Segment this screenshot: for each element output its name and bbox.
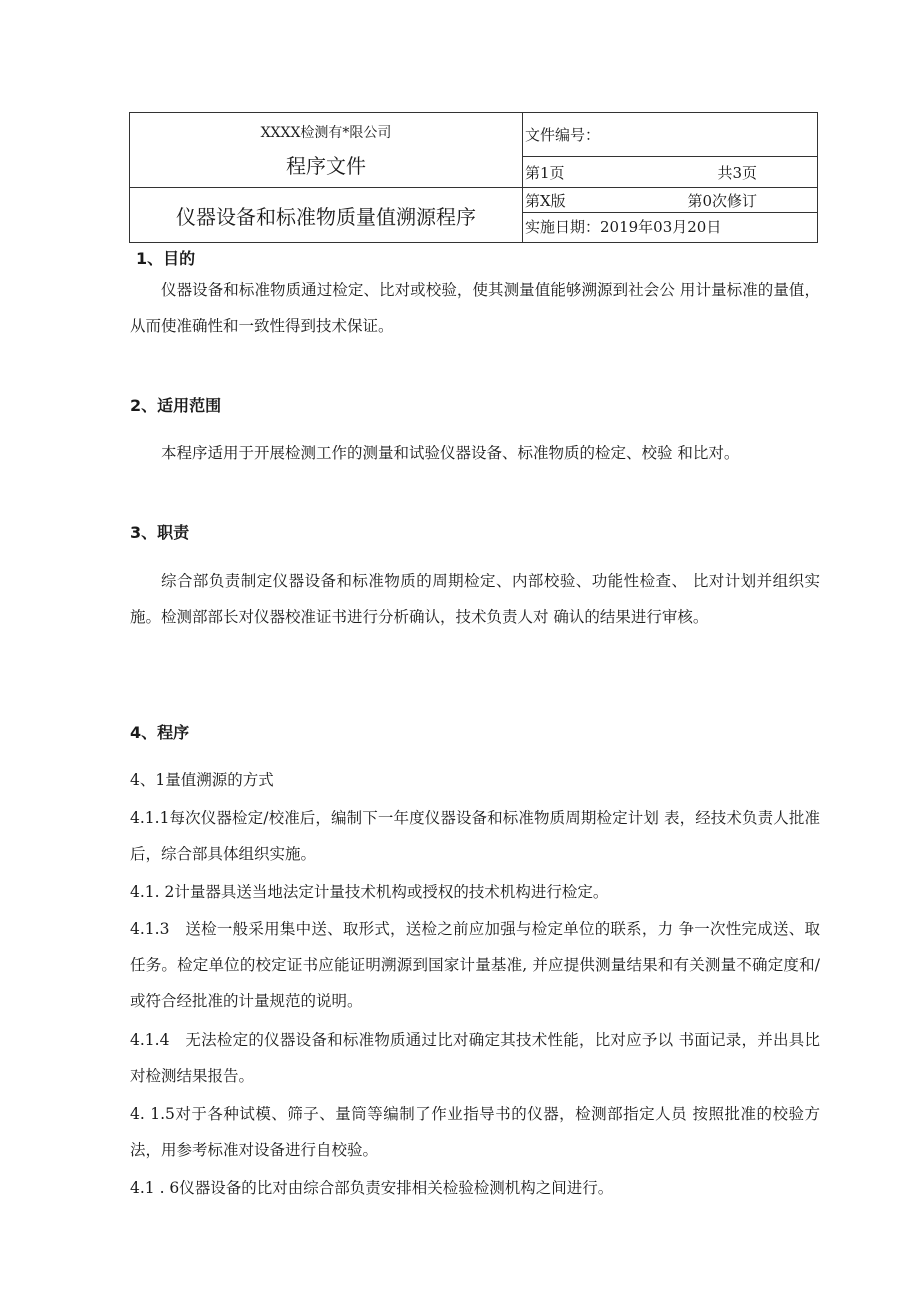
section-2-title: 2、适用范围 [130, 396, 222, 415]
paragraph-4-1-4: 4.1.4 无法检定的仪器设备和标准物质通过比对确定其技术性能，比对应予以 书面记录，并出具比对检测结果报告。 [130, 1031, 820, 1085]
page-cell [523, 157, 818, 188]
company-cell [130, 113, 523, 188]
file-number-cell [523, 113, 818, 157]
document-title: 仪器设备和标准物质量值溯源程序 [176, 204, 476, 229]
section-1-body: 仪器设备和标准物质通过检定、比对或校验，使其测量值能够溯源到社会公 用计量标准的量值，从而使准确性和一致性得到技术保证。 [130, 281, 820, 335]
page-current: 第1页 [525, 163, 565, 182]
page-total: 共3页 [717, 163, 757, 182]
paragraph-4-1-5: 4. 1.5对于各种试模、筛子、量筒等编制了作业指导书的仪器，检测部指定人员 按照批准的校验方法，用参考标准对设备进行自校验。 [130, 1105, 820, 1159]
company-name: XXXX检测有*限公司 [260, 124, 392, 141]
revision: 第0次修订 [687, 191, 757, 210]
section-2-body: 本程序适用于开展检测工作的测量和试验仪器设备、标准物质的检定、校验 和比对。 [161, 444, 740, 462]
paragraph-4-1-6: 4.1 . 6仪器设备的比对由综合部负责安排相关检验检测机构之间进行。 [130, 1179, 614, 1197]
version-cell [523, 188, 818, 243]
file-number-label: 文件编号： [525, 126, 601, 144]
section-3-body: 综合部负责制定仪器设备和标准物质的周期检定、内部校验、功能性检查、 比对计划并组织实施。检测部部长对仪器校准证书进行分析确认，技术负责人对 确认的结果进行审核。 [130, 572, 820, 626]
section-4-title: 4、程序 [130, 723, 190, 742]
paragraph-4-1-3: 4.1.3 送检一般采用集中送、取形式，送检之前应加强与检定单位的联系，力 争一次性完成送、取任务。检定单位的校定证书应能证明溯源到国家计量基准, 并应提供测量结果和有关测量不确定度和/或符合经批准的计量规范的说明。 [130, 920, 820, 1010]
paragraph-4-1-1: 4.1.1每次仪器检定/校准后，编制下一年度仪器设备和标准物质周期检定计划 表，经技术负责人批准后，综合部具体组织实施。 [130, 809, 820, 863]
section-4-1-heading: 4、1量值溯源的方式 [130, 771, 274, 789]
version: 第X版 [525, 191, 566, 210]
document-header-table [129, 112, 818, 243]
title-cell [130, 188, 523, 243]
section-3-title: 3、职责 [130, 523, 190, 542]
document-type: 程序文件 [286, 153, 366, 178]
section-1-title: 1、目的 [136, 249, 196, 268]
paragraph-4-1-2: 4.1. 2计量器具送当地法定计量技术机构或授权的技术机构进行检定。 [130, 883, 609, 901]
effective-date: 实施日期：2019年03月20日 [525, 217, 722, 236]
